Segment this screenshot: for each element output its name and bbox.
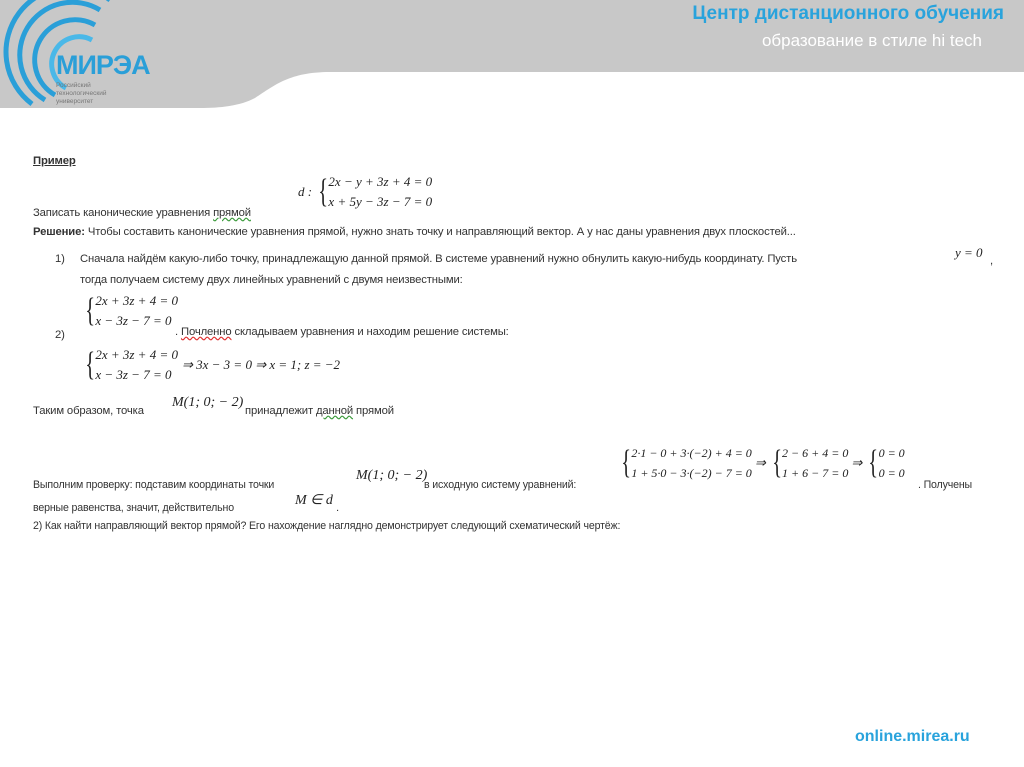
step1-comma: , — [990, 255, 993, 267]
brace-icon: { — [85, 346, 96, 383]
check-M: M(1; 0; − 2) — [356, 468, 428, 483]
point-M: M(1; 0; − 2) — [172, 395, 244, 410]
header-title: Центр дистанционного обучения — [692, 3, 1004, 24]
system-d: d : { 2x − y + 3z + 4 = 0 x + 5y − 3z − 7 = 0 — [298, 173, 433, 210]
brace-icon: { — [85, 292, 96, 329]
step1-y0: y = 0 — [955, 245, 983, 260]
step1-line1: Сначала найдём какую-либо точку, принадлежащую данной прямой. В системе уравнений нужно обнулить какую-нибудь координату. Пусть — [80, 253, 797, 265]
logo-text: МИРЭА — [56, 50, 150, 80]
system-3: { 2x + 3z + 4 = 0 x − 3z − 7 = 0 ⇒ 3x − 3 = 0 ⇒ x = 1; z = −2 — [85, 346, 341, 383]
step2-text: . Почленно складываем уравнения и находим решение системы: — [175, 326, 509, 338]
footer-url[interactable]: online.mirea.ru — [855, 728, 970, 745]
step2-number: 2) — [55, 329, 65, 341]
system-2: { 2x + 3z + 4 = 0 x − 3z − 7 = 0 — [85, 292, 178, 329]
task-text: Записать канонические уравнения прямой — [33, 207, 251, 219]
check-text: Выполним проверку: подставим координаты точки — [33, 479, 275, 491]
check-text3: . Получены — [918, 479, 973, 491]
brace-icon: { — [868, 444, 879, 481]
check-Md: M ∈ d — [295, 493, 333, 508]
brace-icon: { — [771, 444, 782, 481]
step1-line2: тогда получаем систему двух линейных уравнений с двумя неизвестными: — [80, 274, 463, 286]
point-text: Таким образом, точка — [33, 405, 144, 417]
check-dot: . — [336, 502, 339, 514]
logo-caption: Российский технологический университет — [56, 82, 107, 105]
doc-heading: Пример — [33, 155, 76, 167]
header-subtitle: образование в стиле hi tech — [761, 31, 982, 50]
check-text2: в исходную систему уравнений: — [424, 479, 577, 491]
check-systems: { 2·1 − 0 + 3·(−2) + 4 = 0 1 + 5·0 − 3·(−2) − 7 = 0 ⇒ { 2 − 6 + 4 = 0 1 + 6 − 7 = 0 ⇒ { 0 = 0 0 = 0 — [621, 444, 905, 481]
brace-icon: { — [621, 444, 632, 481]
last-line: 2) Как найти направляющий вектор прямой? Его нахождение наглядно демонстрирует следующий схематический чертёж: — [33, 520, 621, 532]
check-line2: верные равенства, значит, действительно — [33, 502, 234, 514]
point-text2: принадлежит данной прямой — [245, 405, 394, 417]
solution-line: Решение: Чтобы составить канонические уравнения прямой, нужно знать точку и направляющий вектор. А у нас даны уравнения двух плоскостей... — [33, 226, 796, 238]
brace-icon: { — [318, 173, 329, 210]
step1-number: 1) — [55, 253, 65, 265]
